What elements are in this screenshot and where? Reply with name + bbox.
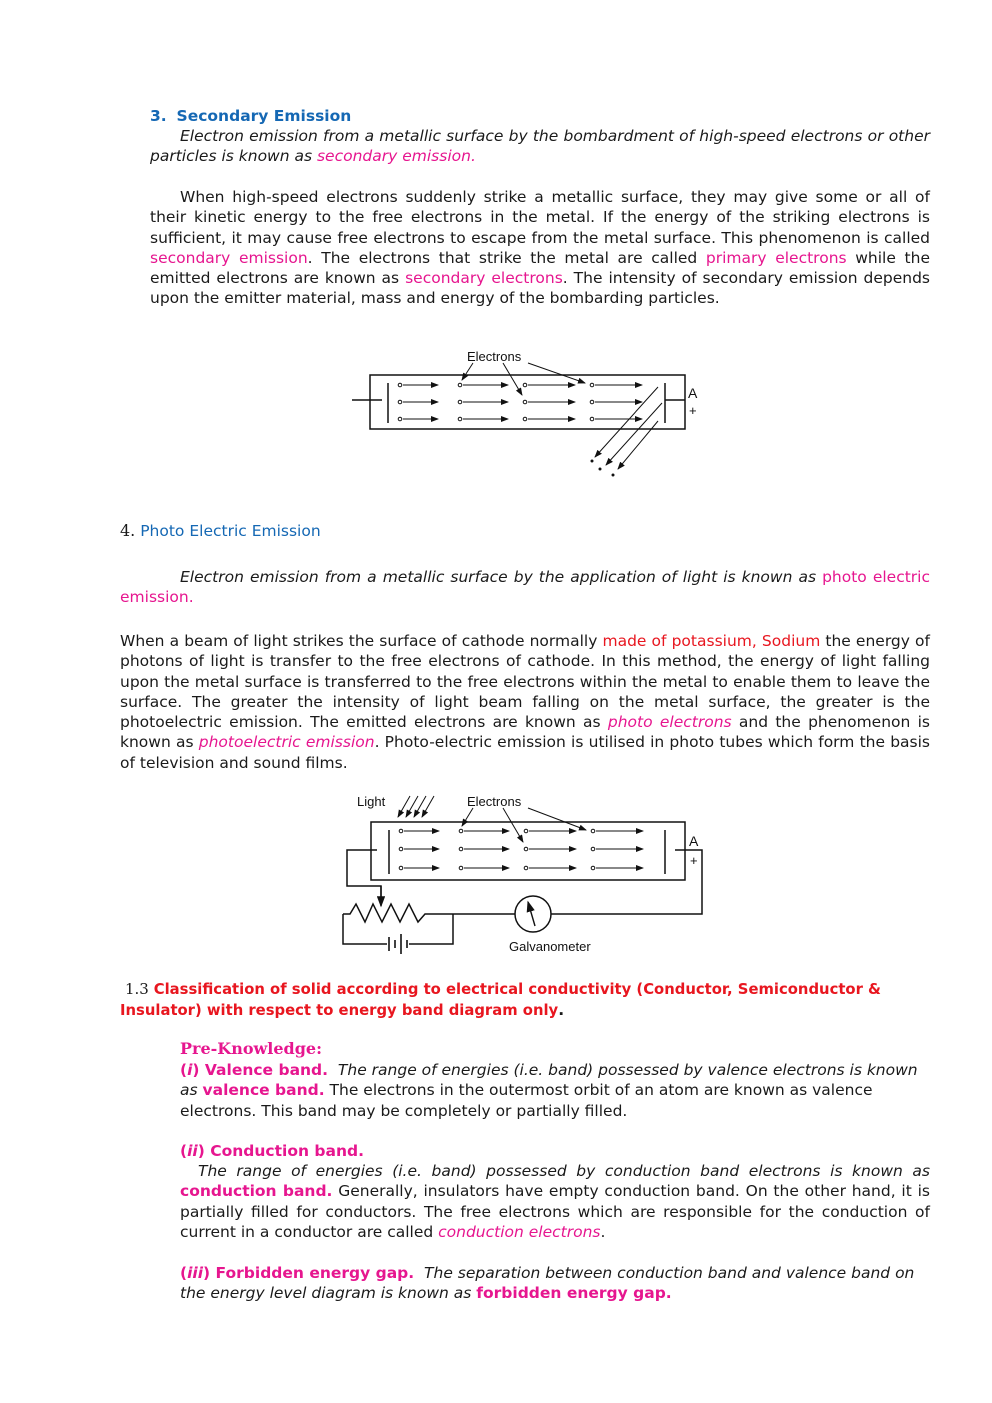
section13-number: 1.3 — [124, 980, 149, 998]
item-text: band) possessed by conduction band electrons is known as — [421, 1162, 930, 1180]
preknowledge-title-text: Pre-Knowledge: — [180, 1039, 322, 1058]
item-number: i — [187, 1061, 193, 1079]
item-text: Generally, insulators have empty conduction band. On the other hand, it is partially filled for conductors. The free electrons which are responsible for the conduction of current in a conductor are called — [180, 1182, 930, 1241]
section13-period: . — [558, 1001, 565, 1020]
section4-paragraph — [120, 631, 930, 773]
term-photo-electrons: photo electrons — [607, 713, 732, 732]
section3-number: 3. — [150, 107, 167, 125]
term-conduction-band: conduction band. — [180, 1182, 333, 1201]
term-secondary-emission: secondary emission — [150, 248, 308, 267]
label-electrons: Electrons — [467, 794, 522, 809]
forbidden-gap-definition: (iii) Forbidden energy gap. The separation between conduction band and valence band on the energy level diagram is known as forbidden energy gap. — [180, 1264, 915, 1303]
item-text: The range of energies ( — [337, 1061, 520, 1079]
definition-term: photo electric emission. — [120, 568, 930, 607]
conduction-band-heading: (ii) Conduction band. — [180, 1142, 364, 1160]
item-text: The separation between conduction band and valence band on the energy level diagram is known as — [180, 1264, 915, 1303]
definition-text: Electron emission from a metallic surface by the application of light is known as — [180, 568, 823, 586]
paragraph-text: while the emitted electrons are known as — [150, 248, 930, 288]
definition-text: Electron emission from a metallic surface by the bombardment of high-speed electrons or other particles is known as — [150, 127, 930, 166]
label-plus: + — [689, 403, 697, 418]
electron-arrows — [398, 363, 662, 469]
item-number: iii — [187, 1264, 204, 1282]
section13-title: Classification of solid according to electrical conductivity (Conductor, Semiconductor & Insulator) with respect to energy band diagram only — [120, 981, 881, 1020]
preknowledge-title — [180, 1039, 322, 1058]
label-galvanometer: Galvanometer — [509, 939, 591, 954]
valence-band-definition: (i) Valence band. The range of energies (i.e. band) possessed by valence electrons is known as valence band. The electrons in the outermost orbit of an atom are known as valence electrons. This band may be completely or partially filled. — [180, 1061, 918, 1120]
section3-paragraph — [150, 187, 930, 309]
term-primary-electrons: primary electrons — [705, 248, 847, 267]
secondary-emission-diagram — [340, 345, 720, 485]
anode-wire — [551, 850, 702, 914]
conduction-band-definition — [180, 1161, 930, 1242]
paragraph-text: and the phenomenon is known as — [120, 713, 930, 752]
label-plus: + — [690, 853, 698, 868]
paragraph-text: the energy of photons of light is transfer to the free electrons of cathode. In this method, the energy of light falling upon the metal surface is transferred to the free electrons within the metal to enable them to leave the surface. The greater the intensity of light beam falling on the metal surface, the greater is the photoelectric emission. The emitted electrons are known as — [120, 632, 930, 732]
item-text: . — [600, 1222, 606, 1241]
section4-heading — [120, 521, 920, 541]
label-anode: A — [689, 833, 699, 849]
term-valence-band: valence band. — [202, 1081, 325, 1100]
section4-title: Photo Electric Emission — [140, 522, 321, 540]
galvanometer-needle — [528, 902, 535, 926]
item-number: ii — [187, 1142, 198, 1160]
section4-definition — [120, 567, 930, 608]
term-secondary-electrons: secondary electrons — [405, 269, 563, 288]
paragraph-text: . The electrons that strike the metal are called — [307, 248, 706, 267]
term-conduction-electrons: conduction electrons — [438, 1222, 601, 1241]
section3-heading — [150, 106, 930, 126]
paragraph-text: . Photo-electric emission is utilised in photo tubes which form the basis of television and sound films. — [120, 733, 931, 772]
item-heading: Forbidden energy gap. — [215, 1264, 415, 1282]
section3-title: Secondary Emission — [176, 107, 352, 125]
label-anode: A — [688, 385, 698, 401]
item-ie: i.e. — [519, 1061, 544, 1079]
term-photoelectric-emission: photoelectric emission — [198, 733, 375, 752]
label-light: Light — [357, 794, 386, 809]
item-text: band) possessed by valence electrons is known as — [180, 1061, 918, 1100]
label-electrons: Electrons — [467, 349, 522, 364]
section3-definition — [150, 126, 930, 167]
definition-term: secondary emission. — [316, 147, 476, 166]
term-forbidden-energy-gap: forbidden energy gap. — [476, 1284, 672, 1303]
photoelectric-circuit-diagram — [335, 790, 715, 960]
item-text: The range of energies ( — [198, 1162, 399, 1180]
rheostat — [343, 904, 515, 922]
item-heading: Conduction band. — [210, 1142, 364, 1160]
item-ie: i.e. — [398, 1162, 422, 1180]
item-text: The electrons in the outermost orbit of an atom are known as valence electrons. This band may be completely or partially filled. — [180, 1081, 873, 1120]
section4-number: 4. — [120, 521, 136, 540]
section13-heading — [120, 979, 910, 1022]
item-heading: Valence band. — [204, 1061, 329, 1079]
paragraph-text: When high-speed electrons suddenly strike a metallic surface, they may give some or all of their kinetic energy to the free electrons in the metal. If the energy of the striking electrons is sufficient, it may cause free electrons to escape from the metal surface. This phenomenon is called — [150, 188, 930, 247]
paragraph-text: When a beam of light strikes the surface of cathode normally — [120, 632, 603, 650]
cathode-materials: made of potassium, Sodium — [602, 632, 821, 650]
paragraph-text: . The intensity of secondary emission depends upon the emitter material, mass and energy of the bombarding particles. — [150, 269, 930, 308]
galvanometer — [515, 896, 551, 932]
battery — [389, 934, 407, 954]
cathode-wire — [347, 850, 381, 902]
